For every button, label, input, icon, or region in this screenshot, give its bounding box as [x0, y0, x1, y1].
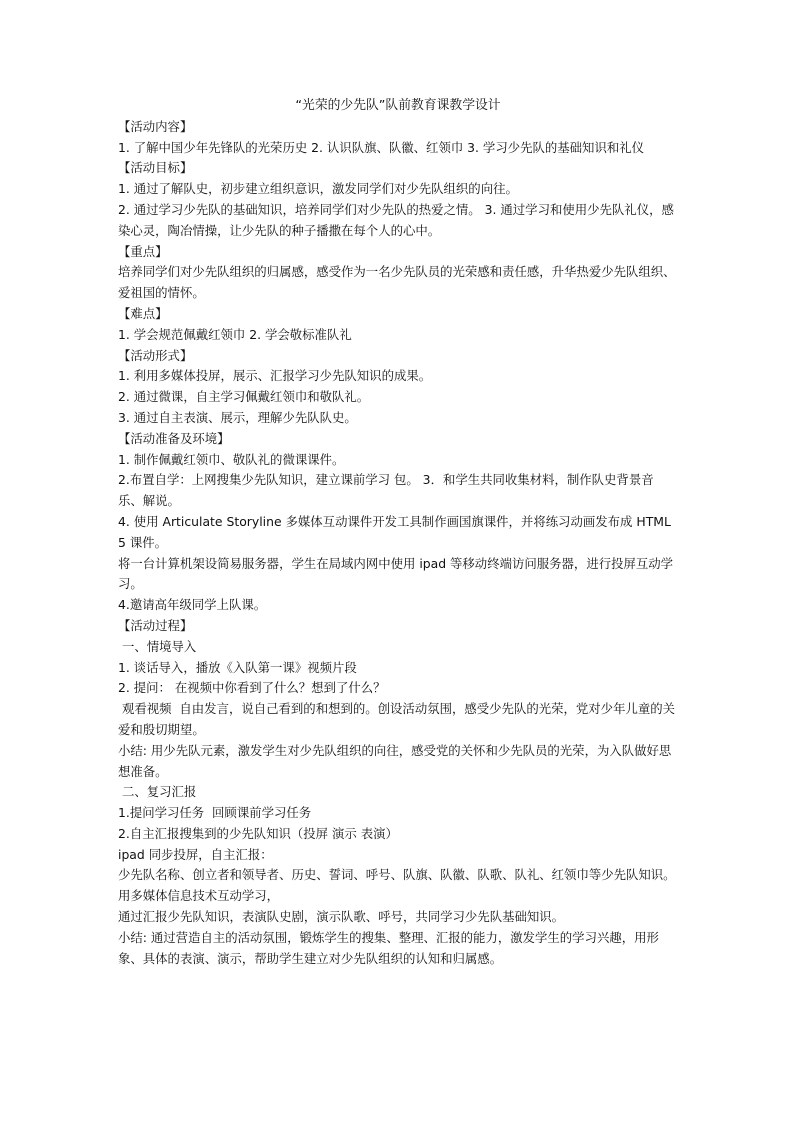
- paragraph: 1. 了解中国少年先锋队的光荣历史 2. 认识队旗、队徽、红领巾 3. 学习少先队的基础知识和礼仪: [118, 139, 645, 155]
- paragraph: 2. 提问： 在视频中你看到了什么？想到了什么？: [118, 680, 386, 696]
- paragraph: 培养同学们对少先队组织的归属感，感受作为一名少先队员的光荣感和责任感，升华热爱少先队组织、爱祖国的情怀。: [118, 264, 676, 301]
- paragraph: 观看视频 自由发言，说自己看到的和想到的。创设活动氛围，感受少先队的光荣，党对少年儿童的关爱和殷切期望。: [118, 701, 676, 737]
- paragraph: 1. 学会规范佩戴红领巾 2. 学会敬标准队礼: [118, 326, 352, 342]
- section-heading: 【活动过程】: [118, 617, 193, 633]
- section-heading: 【活动形式】: [118, 347, 193, 363]
- section-heading: 【难点】: [118, 305, 168, 321]
- section-heading: 【活动准备及环境】: [118, 430, 230, 446]
- document-page: [118, 96, 678, 969]
- paragraph: 4. 使用 Articulate Storyline 多媒体互动课件开发工具制作画国旗课件，并将练习动画发布成 HTML5 课件。: [118, 513, 671, 550]
- paragraph: 2. 通过微课，自主学习佩戴红领巾和敬队礼。: [118, 389, 370, 405]
- paragraph: 二、复习汇报: [118, 784, 197, 800]
- paragraph: 一、情境导入: [118, 638, 197, 654]
- paragraph: 1. 利用多媒体投屏，展示、汇报学习少先队知识的成果。: [118, 368, 432, 384]
- paragraph: 2. 通过学习少先队的基础知识，培养同学们对少先队的热爱之情。 3. 通过学习和使用少先队礼仪，感染心灵，陶冶情操，让少先队的种子播撒在每个人的心中。: [118, 201, 674, 238]
- paragraph: 3. 通过自主表演、展示，理解少先队队史。: [118, 409, 357, 425]
- paragraph: 用多媒体信息技术互动学习，: [118, 888, 280, 904]
- paragraph: 1. 谈话导入，播放《入队第一课》视频片段: [118, 659, 357, 675]
- paragraph: 将一台计算机架设简易服务器，学生在局域内网中使用 ipad 等移动终端访问服务器，进行投屏互动学习。: [118, 555, 674, 592]
- paragraph: ipad 同步投屏，自主汇报：: [118, 846, 273, 862]
- section-heading: 【活动内容】: [118, 118, 193, 134]
- paragraph: 1. 制作佩戴红领巾、敬队礼的微课课件。: [118, 451, 345, 467]
- paragraph: 1.提问学习任务 回顾课前学习任务: [118, 805, 312, 821]
- paragraph: 4.邀请高年级同学上队课。: [118, 597, 267, 613]
- paragraph: 1. 通过了解队史，初步建立组织意识，激发同学们对少先队组织的向往。: [118, 181, 518, 197]
- paragraph: 小结: 用少先队元素，激发学生对少先队组织的向往，感受党的关怀和少先队员的光荣，为入队做好思想准备。: [118, 742, 672, 779]
- paragraph: 少先队名称、创立者和领导者、历史、誓词、呼号、队旗、队徽、队歌、队礼、红领巾等少先队知识。: [118, 867, 676, 883]
- paragraph: 2.自主汇报搜集到的少先队知识（投屏 演示 表演）: [118, 825, 398, 841]
- section-heading: 【活动目标】: [118, 160, 193, 176]
- paragraph: 小结: 通过营造自主的活动氛围，锻炼学生的搜集、整理、汇报的能力，激发学生的学习兴趣，用形象、具体的表演、演示，帮助学生建立对少先队组织的认知和归属感。: [118, 929, 659, 966]
- document-title: “光荣的少先队”队前教育课教学设计: [295, 98, 501, 113]
- section-heading: 【重点】: [118, 243, 168, 259]
- paragraph: 通过汇报少先队知识，表演队史剧，演示队歌、呼号，共同学习少先队基础知识。: [118, 909, 565, 925]
- paragraph: 2.布置自学：上网搜集少先队知识，建立课前学习 包。 3．和学生共同收集材料，制作队史背景音乐、解说。: [118, 472, 654, 509]
- document-body: [118, 117, 678, 970]
